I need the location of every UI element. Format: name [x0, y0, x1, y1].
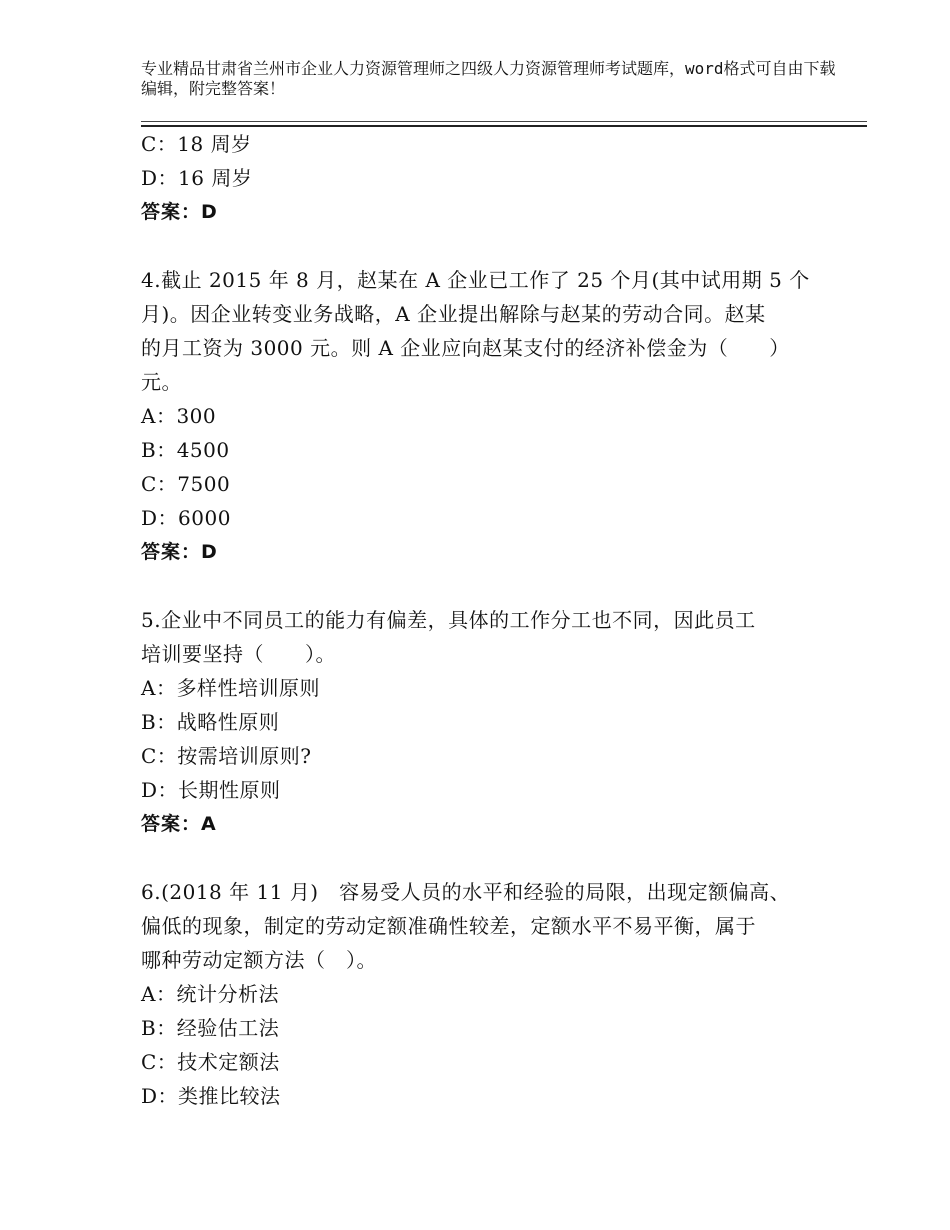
question-3-continued: [141, 127, 801, 229]
question-stem-line: 4.截止 2015 年 8 月，赵某在 A 企业已工作了 25 个月(其中试用期 5 个: [141, 268, 810, 292]
question-stem-line: 哪种劳动定额方法（ ）。: [141, 948, 377, 972]
option-c: C：按需培训原则?: [141, 744, 312, 768]
question-4: [141, 263, 810, 569]
option-a: A：多样性培训原则: [141, 676, 320, 700]
question-stem-line: 元。: [141, 370, 182, 394]
option-b: B：4500: [141, 438, 230, 462]
option-d: D：16 周岁: [141, 166, 253, 190]
answer-line: 答案：D: [141, 201, 218, 223]
option-d: D：6000: [141, 506, 231, 530]
option-a: A：统计分析法: [141, 982, 279, 1006]
question-stem-line: 5.企业中不同员工的能力有偏差，具体的工作分工也不同，因此员工: [141, 608, 756, 632]
option-d: D：长期性原则: [141, 778, 281, 802]
spacer: [141, 841, 801, 875]
question-6: [141, 875, 801, 1113]
option-c: C：技术定额法: [141, 1050, 280, 1074]
option-b: B：经验估工法: [141, 1016, 280, 1040]
answer-line: 答案：A: [141, 813, 217, 835]
page-header: 专业精品甘肃省兰州市企业人力资源管理师之四级人力资源管理师考试题库，word格式可自由下载编辑，附完整答案！: [141, 59, 836, 98]
option-d: D：类推比较法: [141, 1084, 281, 1108]
question-stem-line: 的月工资为 3000 元。则 A 企业应向赵某支付的经济补偿金为（ ）: [141, 336, 790, 360]
question-stem-line: 月)。因企业转变业务战略，A 企业提出解除与赵某的劳动合同。赵某: [141, 302, 766, 326]
option-a: A：300: [141, 404, 217, 428]
question-list: [141, 127, 810, 1113]
question-stem-line: 6.(2018 年 11 月) 容易受人员的水平和经验的局限，出现定额偏高、: [141, 880, 791, 904]
answer-line: 答案：D: [141, 541, 218, 563]
header-divider: [141, 121, 867, 122]
option-c: C：18 周岁: [141, 132, 252, 156]
spacer: [141, 229, 801, 263]
option-c: C：7500: [141, 472, 231, 496]
spacer: [141, 569, 801, 603]
question-stem-line: 偏低的现象，制定的劳动定额准确性较差，定额水平不易平衡，属于: [141, 914, 756, 938]
question-stem-line: 培训要坚持（ ）。: [141, 642, 336, 666]
question-5: [141, 603, 801, 841]
option-b: B：战略性原则: [141, 710, 280, 734]
